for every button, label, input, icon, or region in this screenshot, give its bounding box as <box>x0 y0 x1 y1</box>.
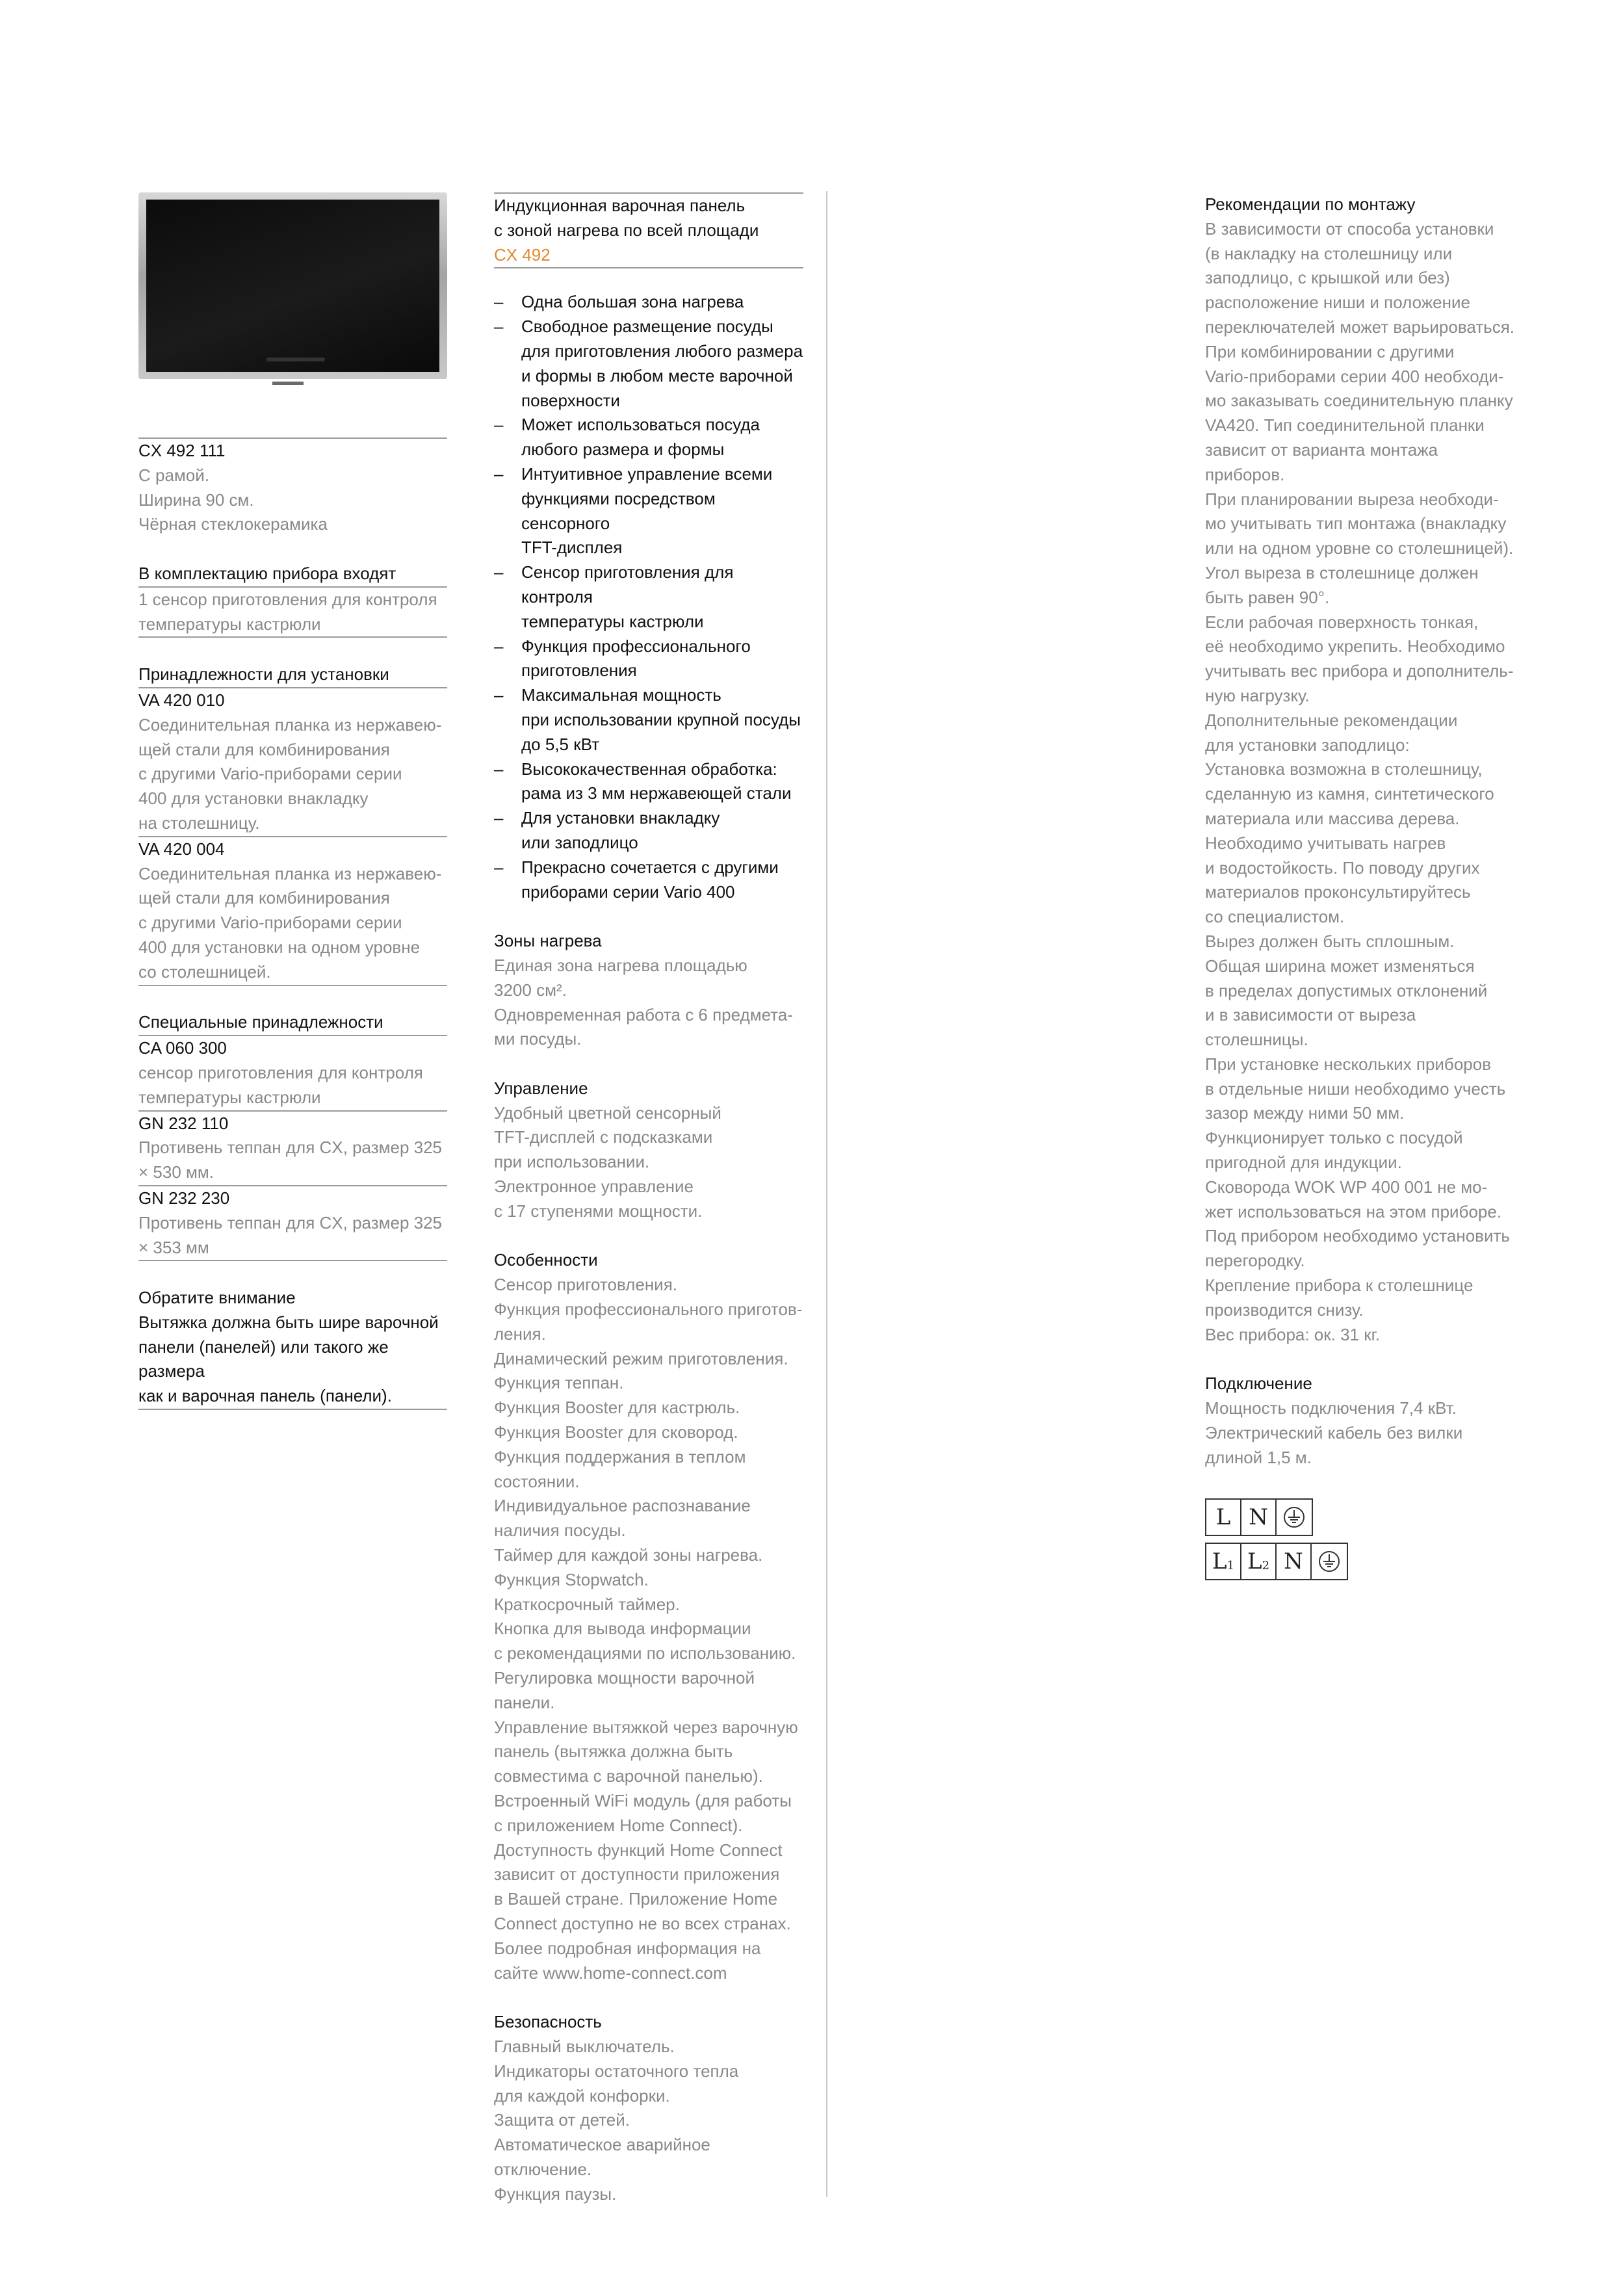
feature-line: и формы в любом месте варочной <box>521 365 793 385</box>
feature-line: при использовании крупной посуды <box>521 709 801 729</box>
section-line: Электрический кабель без вилки <box>1205 1422 1463 1442</box>
install-accessories-section <box>138 662 447 985</box>
section-line: перегородку. <box>1205 1251 1305 1271</box>
section-line: Управление вытяжкой через варочную <box>494 1717 798 1737</box>
feature-line: Функция профессионального <box>521 636 751 656</box>
accessory-line: температуры кастрюли <box>138 1087 321 1107</box>
neutral-label: N <box>1277 1544 1312 1579</box>
accessory-line: Противень теппан для CX, размер 325 <box>138 1138 443 1158</box>
info-section <box>494 1076 803 1224</box>
note-line: как и варочная панель (панели). <box>138 1386 392 1406</box>
section-heading: Подключение <box>1205 1374 1312 1394</box>
section-line: Необходимо учитывать нагрев <box>1205 833 1446 853</box>
section-line: TFT-дисплей с подсказками <box>494 1127 713 1147</box>
section-line: Автоматическое аварийное <box>494 2135 710 2155</box>
section-line: при использовании. <box>494 1152 650 1172</box>
section-line: 3200 см². <box>494 980 567 1000</box>
accessory-line: с другими Vario-приборами серии <box>138 913 402 933</box>
section-line: в Вашей стране. Приложение Home <box>494 1889 778 1909</box>
section-line: мо учитывать тип монтажа (внакладку <box>1205 514 1507 534</box>
section-line: сайте www.home-connect.com <box>494 1963 727 1983</box>
section-line: Установка возможна в столешницу, <box>1205 759 1483 779</box>
feature-item <box>494 315 803 413</box>
section-line: Кнопка для вывода информации <box>494 1619 751 1639</box>
bullet-dash: – <box>494 808 504 828</box>
note-line: панели (панелей) или такого же размера <box>138 1337 389 1381</box>
included-line: температуры кастрюли <box>138 614 321 634</box>
section-line: переключателей может варьироваться. <box>1205 317 1515 337</box>
section-line: Функция Booster для кастрюль. <box>494 1398 740 1418</box>
included-section <box>138 562 447 638</box>
section-line: При комбинировании с другими <box>1205 341 1455 361</box>
section-line: Функция Stopwatch. <box>494 1569 649 1589</box>
accessory-line: × 530 мм. <box>138 1162 214 1182</box>
accessory-line: сенсор приготовления для контроля <box>138 1062 423 1082</box>
accessory-code: GN 232 110 <box>138 1113 229 1133</box>
accessory-line: щей стали для комбинирования <box>138 888 390 908</box>
feature-item <box>494 462 803 560</box>
section-line: Connect доступно не во всех странах. <box>494 1913 791 1933</box>
accessory-line: × 353 мм <box>138 1237 209 1257</box>
section-line: пригодной для индукции. <box>1205 1153 1402 1173</box>
section-line: ми посуды. <box>494 1029 582 1049</box>
section-line: При планировании выреза необходи- <box>1205 489 1499 509</box>
section-line: длиной 1,5 м. <box>1205 1447 1312 1467</box>
feature-list <box>494 290 803 904</box>
accessory-code: CA 060 300 <box>138 1038 227 1058</box>
section-line: Одновременная работа с 6 предмета- <box>494 1004 793 1024</box>
section-line: для установки заподлицо: <box>1205 735 1410 755</box>
section-line: Электронное управление <box>494 1177 694 1197</box>
info-section <box>494 2010 803 2206</box>
section-line: для каждой конфорки. <box>494 2085 670 2106</box>
product-image <box>138 192 447 379</box>
note-line: Вытяжка должна быть шире варочной <box>138 1312 439 1332</box>
section-line: с приложением Home Connect). <box>494 1815 743 1835</box>
section-line: жет использоваться на этом приборе. <box>1205 1201 1502 1221</box>
feature-item <box>494 413 803 462</box>
bullet-dash: – <box>494 292 504 312</box>
section-line: Сковорода WOK WP 400 001 не мо- <box>1205 1177 1488 1197</box>
right-column <box>1205 192 1530 1587</box>
left-column <box>138 192 447 1410</box>
section-line: Дополнительные рекомендации <box>1205 710 1458 730</box>
section-line: Функция паузы. <box>494 2184 617 2204</box>
note-section <box>138 1286 447 1410</box>
section-line: отключение. <box>494 2159 592 2179</box>
section-line: VA420. Тип соединительной планки <box>1205 415 1485 436</box>
section-line: Индивидуальное распознавание <box>494 1496 751 1516</box>
included-line: 1 сенсор приготовления для контроля <box>138 589 437 609</box>
section-heading: Принадлежности для установки <box>138 664 389 685</box>
accessory-line: Соединительная планка из нержавею- <box>138 863 442 883</box>
section-line: в отдельные ниши необходимо учесть <box>1205 1078 1506 1099</box>
section-line: приборов. <box>1205 464 1285 484</box>
section-line: мо заказывать соединительную планку <box>1205 391 1513 411</box>
section-line: Доступность функций Home Connect <box>494 1840 783 1860</box>
section-line: ную нагрузку. <box>1205 685 1310 705</box>
control-strip <box>266 358 325 361</box>
feature-item <box>494 855 803 905</box>
section-line: Таймер для каждой зоны нагрева. <box>494 1545 763 1565</box>
section-line: Индикаторы остаточного тепла <box>494 2061 739 2081</box>
divider <box>138 1409 447 1410</box>
bullet-dash: – <box>494 562 504 582</box>
ground-icon <box>1312 1544 1347 1579</box>
feature-item <box>494 683 803 757</box>
section-line: Защита от детей. <box>494 2110 630 2130</box>
spec-line: Ширина 90 см. <box>138 489 254 510</box>
section-line: Функция профессионального приготов- <box>494 1299 803 1320</box>
section-line: Краткосрочный таймер. <box>494 1594 680 1614</box>
bullet-dash: – <box>494 759 504 779</box>
section-line: Единая зона нагрева площадью <box>494 955 747 975</box>
feature-line: Интуитивное управление всеми <box>521 463 773 484</box>
section-line: и водостойкость. По поводу других <box>1205 857 1480 878</box>
section-line: заподлицо, с крышкой или без) <box>1205 268 1450 288</box>
section-line: При установке нескольких приборов <box>1205 1054 1492 1074</box>
section-line: (в накладку на столешницу или <box>1205 243 1453 263</box>
phase-index: 1 <box>1227 1559 1235 1573</box>
accessory-code: GN 232 230 <box>138 1188 230 1208</box>
bullet-dash: – <box>494 857 504 877</box>
info-section <box>494 929 803 1052</box>
middle-column <box>494 192 803 2207</box>
section-line: зазор между ними 50 мм. <box>1205 1103 1405 1123</box>
info-section <box>494 1248 803 1985</box>
feature-line: Одна большая зона нагрева <box>521 292 744 312</box>
spec-line: Чёрная стеклокерамика <box>138 514 328 534</box>
accessory-line: со столешницей. <box>138 961 271 982</box>
section-line: панель (вытяжка должна быть <box>494 1742 733 1762</box>
single-phase-box <box>1205 1498 1313 1536</box>
ground-icon <box>1277 1500 1312 1535</box>
phase-index: 2 <box>1262 1559 1270 1573</box>
section-line: и в зависимости от выреза <box>1205 1005 1416 1025</box>
section-line: её необходимо укрепить. Необходимо <box>1205 636 1505 657</box>
title-line: Индукционная варочная панель <box>494 196 746 215</box>
section-line: Общая ширина может изменяться <box>1205 956 1475 976</box>
model-code: CX 492 111 <box>138 441 226 460</box>
section-heading: Рекомендации по монтажу <box>1205 194 1416 214</box>
section-line: столешницы. <box>1205 1030 1308 1050</box>
accessory-line: Соединительная планка из нержавею- <box>138 714 442 735</box>
title-line: с зоной нагрева по всей площади <box>494 220 759 240</box>
feature-line: Сенсор приготовления для контроля <box>521 562 734 607</box>
section-line: Функционирует только с посудой <box>1205 1128 1463 1148</box>
section-heading: Специальные принадлежности <box>138 1012 383 1032</box>
accessory-line: Противень теппан для CX, размер 325 <box>138 1212 443 1233</box>
section-line: ления. <box>494 1324 546 1344</box>
section-line: Vario-приборами серии 400 необходи- <box>1205 366 1504 386</box>
product-title <box>494 194 803 267</box>
phase-l-label: L <box>1206 1500 1241 1535</box>
feature-item <box>494 634 803 684</box>
section-line: Вес прибора: ок. 31 кг. <box>1205 1324 1381 1344</box>
bullet-dash: – <box>494 317 504 337</box>
section-line: наличия посуды. <box>494 1520 626 1541</box>
section-line: Удобный цветной сенсорный <box>494 1102 721 1123</box>
special-accessories-section <box>138 1010 447 1261</box>
section-line: Регулировка мощности варочной <box>494 1668 755 1688</box>
section-line: Под прибором необходимо установить <box>1205 1226 1510 1246</box>
section-line: быть равен 90°. <box>1205 587 1330 607</box>
two-phase-box <box>1205 1543 1348 1580</box>
electrical-diagram <box>1205 1498 1530 1580</box>
section-line: сделанную из камня, синтетического <box>1205 784 1494 804</box>
section-line: материалов проконсультируйтесь <box>1205 882 1471 902</box>
section-line: с 17 ступенями мощности. <box>494 1201 703 1221</box>
accessory-code: VA 420 004 <box>138 839 225 859</box>
bullet-dash: – <box>494 463 504 484</box>
spec-line: С рамой. <box>138 465 210 485</box>
column-divider <box>826 191 827 2197</box>
section-line: расположение ниши и положение <box>1205 293 1470 313</box>
phase-letter: L <box>1212 1548 1227 1575</box>
feature-item <box>494 806 803 855</box>
section-line: Крепление прибора к столешнице <box>1205 1275 1474 1296</box>
bullet-dash: – <box>494 685 504 705</box>
accessory-line: 400 для установки внакладку <box>138 789 369 809</box>
section-heading: Управление <box>494 1078 588 1098</box>
phase-l1-label <box>1206 1544 1241 1579</box>
section-line: панели. <box>494 1692 555 1712</box>
feature-line: Для установки внакладку <box>521 808 720 828</box>
phase-l2-label <box>1241 1544 1277 1579</box>
feature-line: функциями посредством сенсорного <box>521 488 716 533</box>
feature-line: Высококачественная обработка: <box>521 759 777 779</box>
feature-line: Максимальная мощность <box>521 685 721 705</box>
accessory-line: щей стали для комбинирования <box>138 739 390 759</box>
brand-plate <box>272 382 304 385</box>
section-line: или на одном уровне со столешницей). <box>1205 538 1514 558</box>
section-line: Функция поддержания в теплом <box>494 1446 746 1467</box>
section-line: Вырез должен быть сплошным. <box>1205 931 1455 951</box>
section-line: Более подробная информация на <box>494 1938 761 1958</box>
feature-line: для приготовления любого размера <box>521 341 803 361</box>
right-sections <box>1205 192 1530 1470</box>
feature-line: приготовления <box>521 660 637 681</box>
feature-line: поверхности <box>521 390 620 410</box>
section-line: Функция теппан. <box>494 1373 624 1393</box>
feature-line: Прекрасно сочетается с другими <box>521 857 779 877</box>
feature-line: температуры кастрюли <box>521 611 704 631</box>
phase-letter: L <box>1247 1548 1262 1575</box>
section-line: Мощность подключения 7,4 кВт. <box>1205 1398 1457 1418</box>
section-line: производится снизу. <box>1205 1299 1364 1320</box>
section-heading: В комплектацию прибора входят <box>138 563 396 583</box>
cooktop-glass <box>146 200 439 372</box>
info-section <box>1205 192 1530 1347</box>
section-line: Сенсор приготовления. <box>494 1275 678 1295</box>
section-line: Если рабочая поверхность тонкая, <box>1205 612 1479 632</box>
feature-line: до 5,5 кВт <box>521 734 599 754</box>
bullet-dash: – <box>494 415 504 435</box>
section-heading: Особенности <box>494 1250 598 1270</box>
section-heading: Безопасность <box>494 2012 602 2032</box>
feature-line: Может использоваться посуда <box>521 415 760 435</box>
section-line: Главный выключатель. <box>494 2036 675 2056</box>
model-name: CX 492 <box>494 244 551 265</box>
accessory-code: VA 420 010 <box>138 690 225 710</box>
section-line: состоянии. <box>494 1471 580 1491</box>
feature-item <box>494 290 803 315</box>
middle-sections <box>494 904 803 2206</box>
info-section <box>1205 1372 1530 1470</box>
section-line: Динамический режим приготовления. <box>494 1348 788 1368</box>
feature-line: или заподлицо <box>521 832 638 852</box>
section-line: учитывать вес прибора и дополнитель- <box>1205 661 1514 681</box>
accessory-line: 400 для установки на одном уровне <box>138 937 421 957</box>
neutral-label: N <box>1241 1500 1277 1535</box>
feature-item <box>494 757 803 807</box>
note-heading: Обратите внимание <box>138 1288 296 1308</box>
accessory-line: на столешницу. <box>138 813 260 833</box>
section-line: зависит от варианта монтажа <box>1205 439 1438 460</box>
section-line: с рекомендациями по использованию. <box>494 1643 796 1663</box>
bullet-dash: – <box>494 636 504 656</box>
section-line: со специалистом. <box>1205 907 1345 927</box>
feature-line: TFT-дисплея <box>521 538 623 558</box>
feature-item <box>494 560 803 634</box>
section-line: зависит от доступности приложения <box>494 1864 780 1885</box>
feature-line: рама из 3 мм нержавеющей стали <box>521 783 792 803</box>
section-line: Функция Booster для сковород. <box>494 1422 738 1442</box>
feature-line: Свободное размещение посуды <box>521 317 773 337</box>
section-line: В зависимости от способа установки <box>1205 218 1494 239</box>
section-line: в пределах допустимых отклонений <box>1205 980 1488 1000</box>
section-line: совместима с варочной панелью). <box>494 1766 763 1786</box>
section-line: материала или массива дерева. <box>1205 808 1460 828</box>
section-heading: Зоны нагрева <box>494 931 602 951</box>
accessory-line: с другими Vario-приборами серии <box>138 764 402 784</box>
spec-block <box>138 439 447 537</box>
feature-line: любого размера и формы <box>521 439 725 460</box>
feature-line: приборами серии Vario 400 <box>521 881 735 902</box>
section-line: Угол выреза в столешнице должен <box>1205 562 1479 582</box>
section-line: Встроенный WiFi модуль (для работы <box>494 1791 792 1810</box>
